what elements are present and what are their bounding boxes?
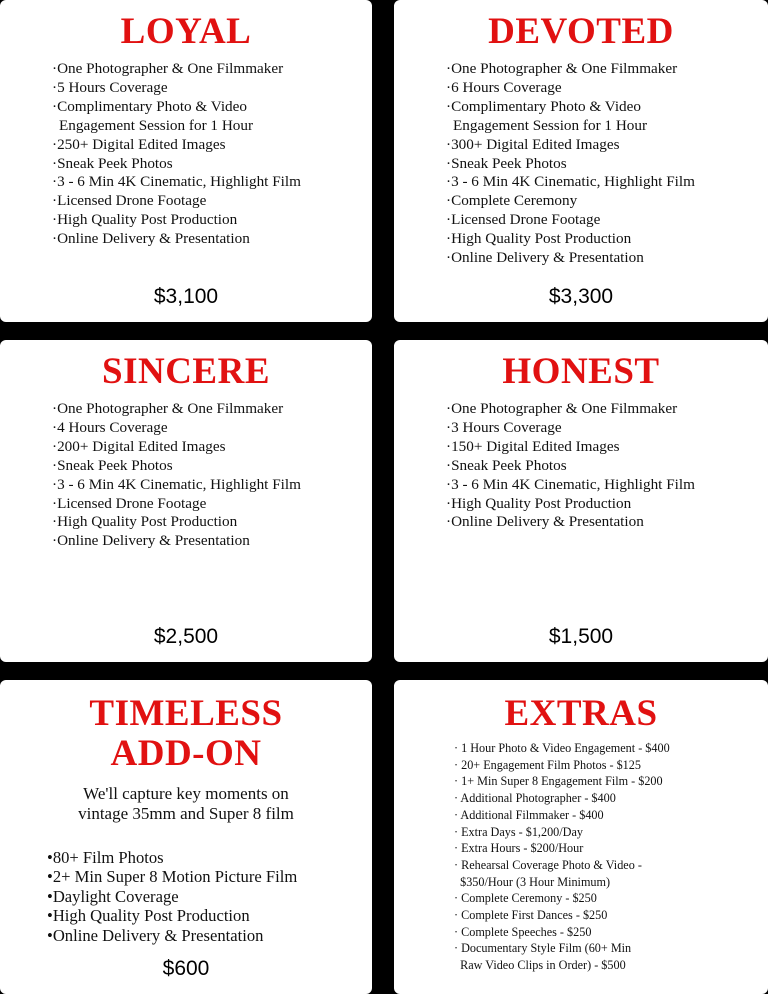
list-item: · 3 - 6 Min 4K Cinematic, Highlight Film [446, 173, 695, 192]
list-item: · 3 Hours Coverage [446, 419, 695, 438]
feature-list [52, 400, 301, 551]
list-item: · Sneak Peek Photos [446, 457, 695, 476]
feature-list [52, 60, 301, 249]
timeless-title-line2: ADD-ON [110, 733, 262, 774]
list-item: Engagement Session for 1 Hour [59, 116, 254, 134]
list-item: · 6 Hours Coverage [446, 79, 695, 98]
list-item: $350/Hour (3 Hour Minimum) [454, 874, 611, 889]
list-item: Raw Video Clips in Order) - $500 [454, 958, 626, 973]
package-title: HONEST [502, 351, 660, 392]
timeless-addon-card [0, 680, 372, 994]
list-item: · Complete Speeches - $250 [454, 924, 592, 939]
list-item: · Complete Ceremony [446, 192, 695, 211]
list-item: · 4 Hours Coverage [52, 419, 301, 438]
list-item: · Sneak Peek Photos [52, 457, 301, 476]
list-item: · 5 Hours Coverage [52, 79, 301, 98]
list-item: · High Quality Post Production [446, 230, 695, 249]
list-item: · One Photographer & One Filmmaker [52, 60, 301, 79]
list-item: · Online Delivery & Presentation [52, 230, 301, 249]
package-title: SINCERE [102, 351, 270, 392]
list-item: · Licensed Drone Footage [446, 211, 695, 230]
list-item: • Daylight Coverage [47, 887, 297, 906]
list-item: · Online Delivery & Presentation [52, 532, 301, 551]
list-item: · 250+ Digital Edited Images [52, 136, 301, 155]
list-item: • Online Delivery & Presentation [47, 926, 297, 945]
list-item: • 2+ Min Super 8 Motion Picture Film [47, 867, 297, 886]
list-item: • High Quality Post Production [47, 906, 297, 925]
package-card-honest [394, 340, 768, 662]
list-item: · 3 - 6 Min 4K Cinematic, Highlight Film [52, 476, 301, 495]
package-title: DEVOTED [488, 11, 674, 52]
feature-list [446, 60, 695, 268]
list-item: · Documentary Style Film (60+ Min [454, 941, 632, 956]
timeless-price: $600 [162, 957, 210, 980]
list-item: · 200+ Digital Edited Images [52, 438, 301, 457]
list-item: · 3 - 6 Min 4K Cinematic, Highlight Film [52, 173, 301, 192]
list-item: · Sneak Peek Photos [52, 155, 301, 174]
list-item: · Additional Photographer - $400 [454, 791, 616, 806]
package-price: $2,500 [153, 625, 219, 648]
list-item: · Complimentary Photo & Video [446, 98, 695, 117]
list-item: · One Photographer & One Filmmaker [52, 400, 301, 419]
extras-card [394, 680, 768, 994]
extras-title: EXTRAS [504, 693, 658, 734]
list-item: · Complimentary Photo & Video [52, 98, 301, 117]
package-card-devoted [394, 0, 768, 322]
package-card-sincere [0, 340, 372, 662]
list-item: · Extra Days - $1,200/Day [454, 824, 583, 839]
list-item: · High Quality Post Production [52, 211, 301, 230]
list-item: · Online Delivery & Presentation [446, 249, 695, 268]
list-item: · Licensed Drone Footage [52, 495, 301, 514]
package-card-loyal [0, 0, 372, 322]
list-item: Engagement Session for 1 Hour [453, 116, 648, 134]
list-item: · 150+ Digital Edited Images [446, 438, 695, 457]
intro-line: We'll capture key moments on [83, 784, 289, 803]
list-item: · 3 - 6 Min 4K Cinematic, Highlight Film [446, 476, 695, 495]
list-item: · Complete Ceremony - $250 [454, 891, 597, 906]
extras-list [454, 740, 670, 974]
list-item: · Extra Hours - $200/Hour [454, 841, 584, 856]
package-title: LOYAL [120, 11, 252, 52]
list-item: · Licensed Drone Footage [52, 192, 301, 211]
package-price: $3,100 [153, 285, 219, 308]
list-item: • 80+ Film Photos [47, 848, 297, 867]
list-item: · 300+ Digital Edited Images [446, 136, 695, 155]
intro-line: vintage 35mm and Super 8 film [78, 804, 294, 823]
list-item: · One Photographer & One Filmmaker [446, 60, 695, 79]
list-item: · One Photographer & One Filmmaker [446, 400, 695, 419]
list-item: · High Quality Post Production [52, 513, 301, 532]
list-item: · Online Delivery & Presentation [446, 513, 695, 532]
list-item: · Rehearsal Coverage Photo & Video - [454, 857, 642, 872]
timeless-intro [0, 784, 372, 824]
list-item: · 1 Hour Photo & Video Engagement - $400 [454, 741, 670, 755]
package-price: $3,300 [548, 285, 614, 308]
list-item: · 1+ Min Super 8 Engagement Film - $200 [454, 774, 663, 789]
feature-list [47, 848, 297, 945]
list-item: · High Quality Post Production [446, 495, 695, 514]
list-item: · Additional Filmmaker - $400 [454, 807, 604, 822]
list-item: · 20+ Engagement Film Photos - $125 [454, 757, 641, 772]
timeless-title-line1: TIMELESS [89, 693, 283, 734]
list-item: · Sneak Peek Photos [446, 155, 695, 174]
package-price: $1,500 [548, 625, 614, 648]
list-item: · Complete First Dances - $250 [454, 908, 608, 923]
feature-list [446, 400, 695, 532]
